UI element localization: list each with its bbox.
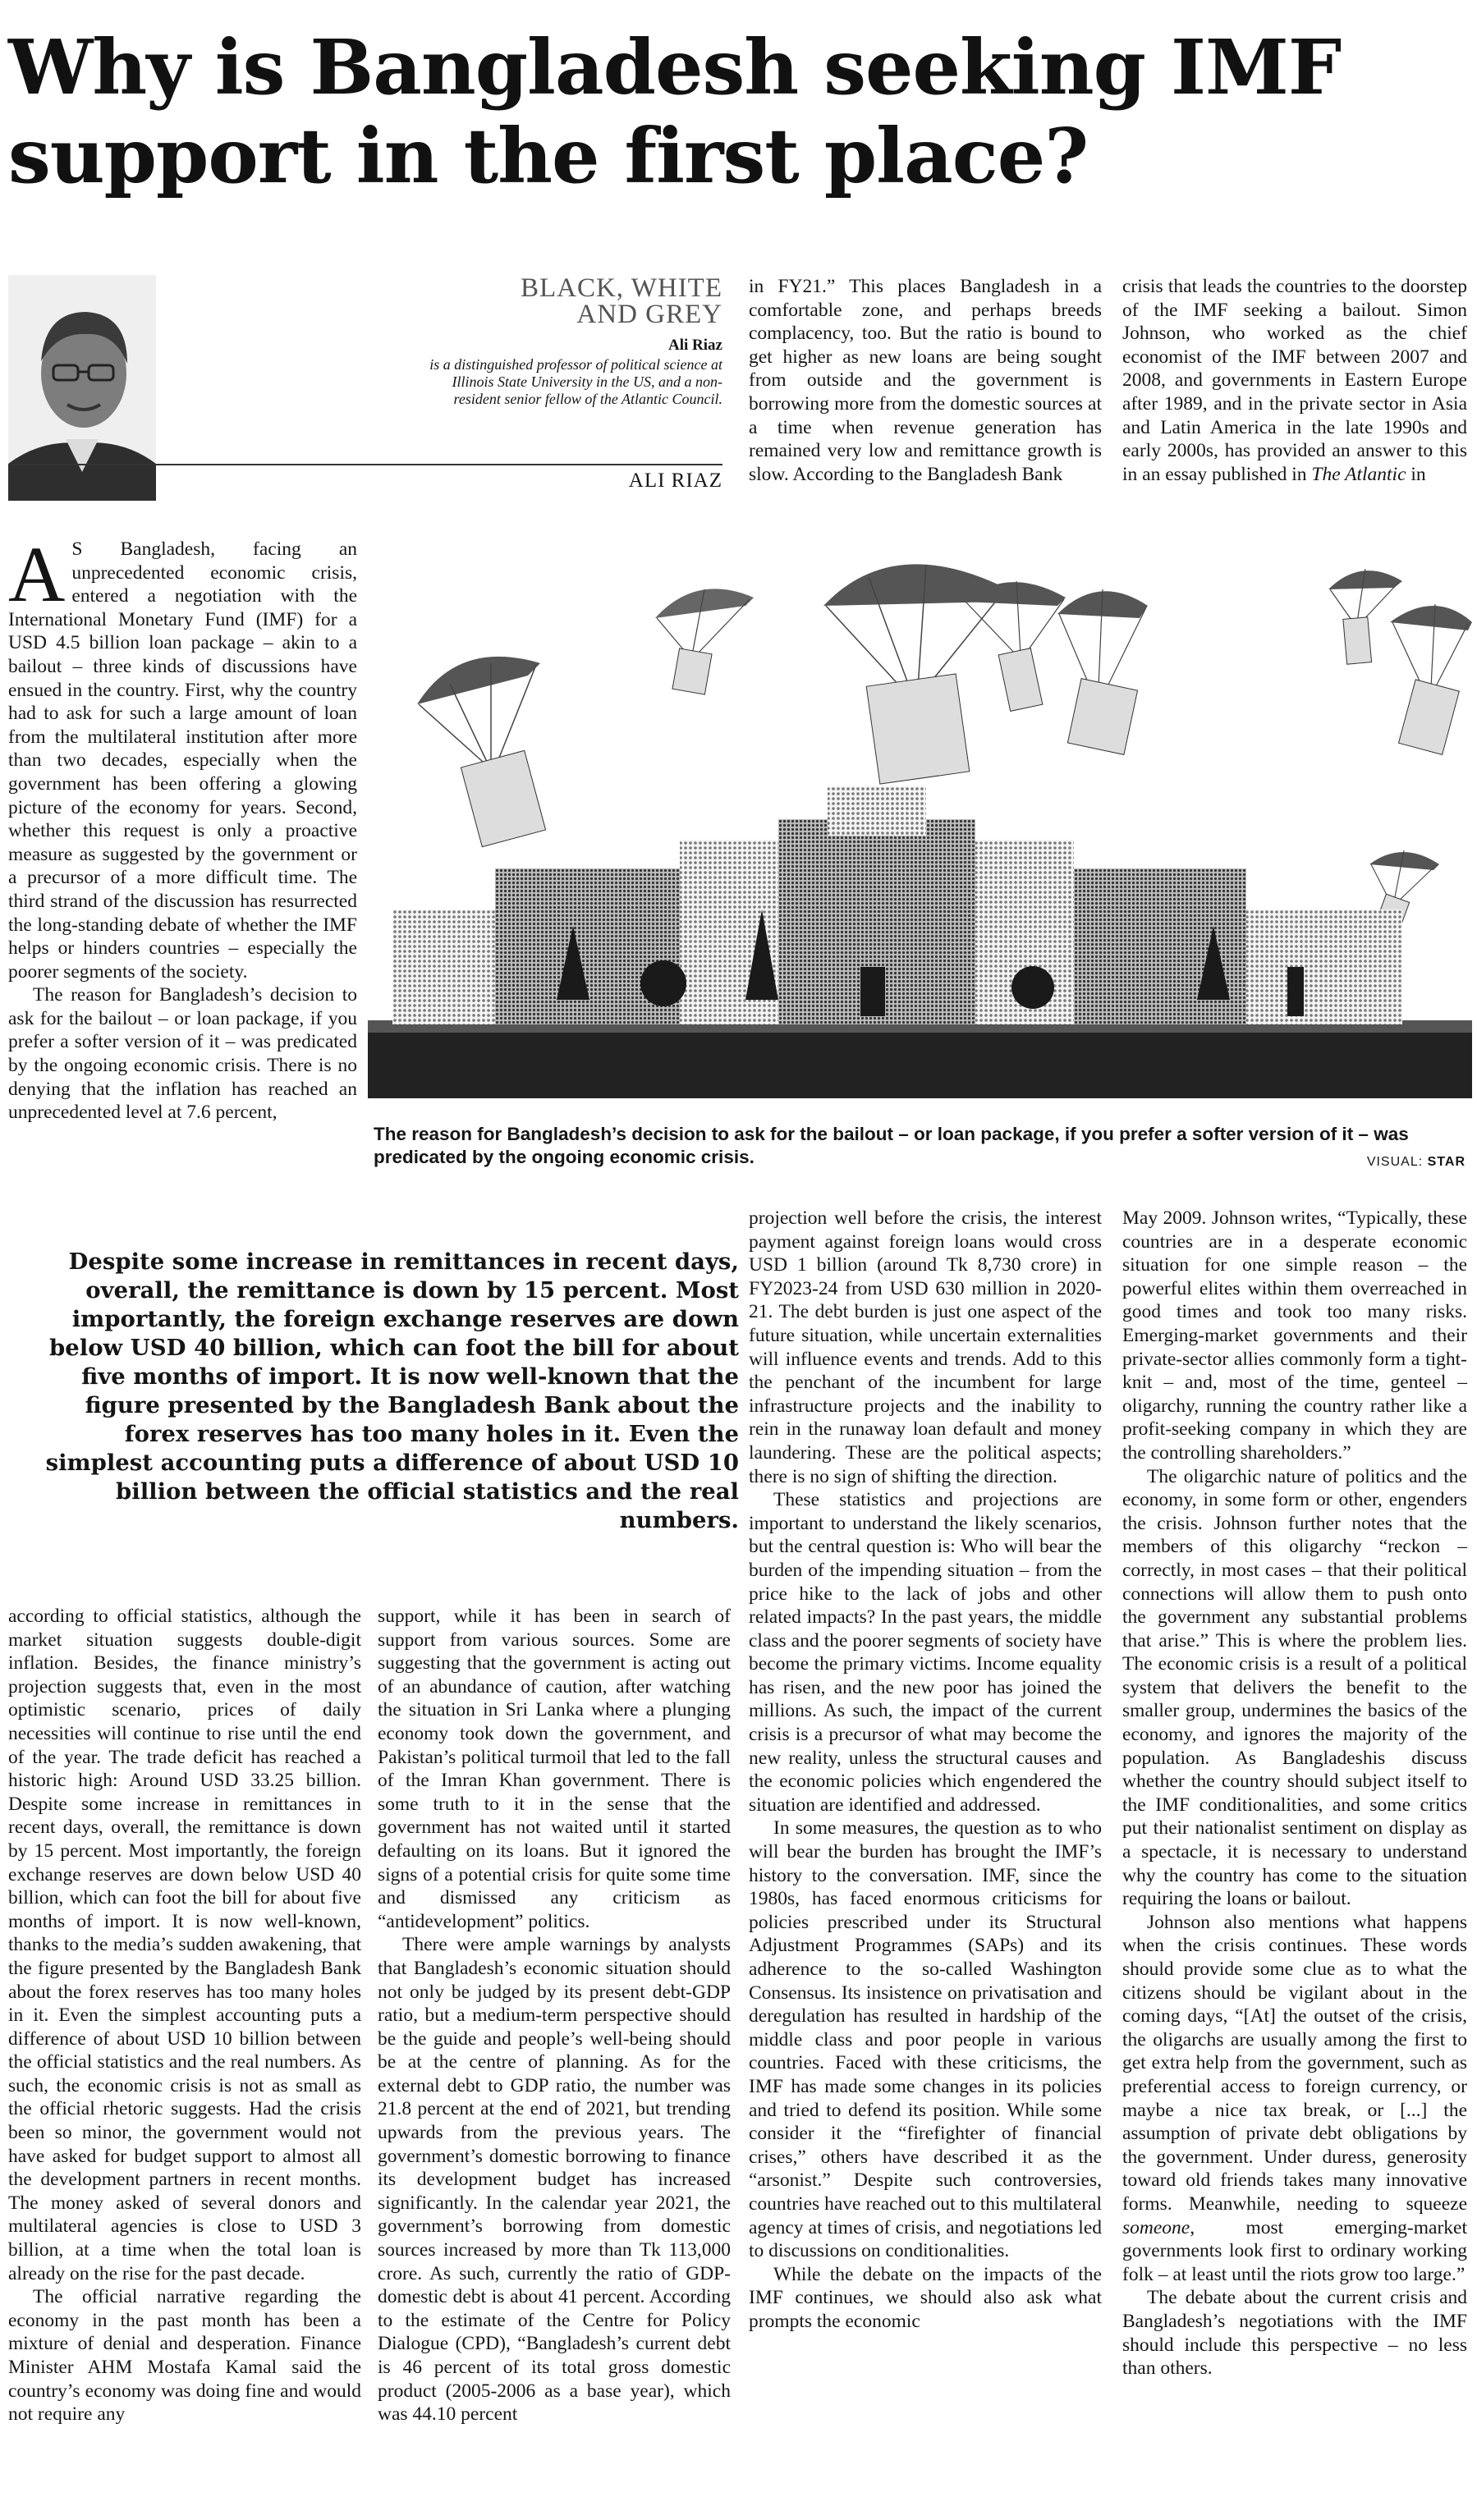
headline: Why is Bangladesh seeking IMF support in the first place?: [8, 23, 1342, 200]
body-paragraph: Johnson also mentions what happens when the crisis continues. These words should provide some clue as to what the citizens should be vigilant about in the coming days, “[At] the outset of the crisis, the oligarchs are usually among the first to get extra help from the government, such as preferential access to foreign currency, or maybe a nice tax break, or [...] the assumption of private debt obligations by the government. Under duress, generosity toward old friends takes many innovative forms. Meanwhile, needing to squeeze someone, most emerging-market governments look first to ordinary working folk – at least until the riots grow too large.”: [1122, 1911, 1467, 2285]
article-column-1-top: [8, 530, 357, 1125]
article-column-4-top: [1122, 275, 1467, 486]
parachute-money-1: [417, 657, 546, 847]
article-column-2: [378, 1605, 731, 2426]
byline-rule: [8, 464, 722, 465]
author-name: Ali Riaz: [668, 337, 722, 354]
author-portrait: [8, 275, 156, 501]
article-column-4-bottom: [1122, 1207, 1467, 2380]
parachute-money-5: [1057, 589, 1148, 754]
body-paragraph: The reason for Bangladesh’s decision to ask for the bailout – or loan package, if you prefer a softer version of it – was predicated by the ongoing economic crisis. There is no denying that the inflation has reached an unprecedented level at 7.6 percent,: [8, 984, 357, 1124]
body-paragraph: crisis that leads the countries to the doorstep of the IMF seeking a bailout. Simon Johnson, who worked as the chief economist of the IMF between 2007 and 2008, and governments in Eastern Europe after 1989, and in the private sector in Asia and Latin America in the late 1990s and early 2000s, has provided an answer to this in an essay published in The Atlantic in: [1122, 276, 1467, 485]
body-paragraph: In some measures, the question as to who will bear the burden has brought the IMF’s history to the conversation. IMF, since the 1980s, has faced enormous criticisms for policies prescribed under its Structural Adjustment Programmes (SAPs) and its adherence to the so-called Washington Consensus. Its insistence on privatisation and deregulation has resulted in hardship of the middle class and poor people in various countries. Faced with these criticisms, the IMF has made some changes in its policies and tried to defend its position. While some consider it the “firefighter of financial crises,” others have described it as the “arsonist.” Despite such controversies, countries have reached out to this multilateral agency at times of crisis, and negotiations led to discussions on conditionalities.: [749, 1817, 1102, 2262]
parachute-money-4: [963, 581, 1066, 711]
body-paragraph: May 2009. Johnson writes, “Typically, these countries are in a desperate economic situation for one simple reason – the powerful elites within them overreached in good times and took too many risks. Emerging-market governments and their private-sector allies commonly form a tight-knit – and, most of the time, genteel – oligarchy, running the country rather like a profit-seeking company in which they are the controlling shareholders.”: [1122, 1207, 1467, 1464]
photo-credit: VISUAL: STAR: [1366, 1155, 1466, 1169]
drop-cap: A: [8, 530, 66, 618]
photo-caption: The reason for Bangladesh’s decision to ask for the bailout – or loan package, if you prefer a softer version of it – was predicated by the ongoing economic crisis.: [374, 1124, 1409, 1167]
body-paragraph: The official narrative regarding the economy in the past month has been a mixture of denial and desperation. Finance Minister AHM Mostafa Kamal said the country’s economy was doing fine and would not require any: [8, 2286, 361, 2426]
body-paragraph: The oligarchic nature of politics and the economy, in some form or other, engenders the crisis. Johnson further notes that the members of this oligarchy “reckon – correctly, in most cases – that their political connections will allow them to push onto the government any substantial problems that arise.” This is where the problem lies. The economic crisis is a result of a political system that delivers the benefit to the smaller group, undermines the basics of the economy, and ignores the majority of the population. As Bangladeshis discuss whether the country should subject itself to the IMF conditionalities, and some critics put their nationalist sentiment on display as a spectacle, it is necessary to understand why the country has come to the situation requiring the loans or bailout.: [1122, 1465, 1467, 1910]
body-paragraph: A S Bangladesh, facing an unprecedented economic crisis, entered a negotiation with the International Monetary Fund (IMF) for a USD 4.5 billion loan package – akin to a bailout – three kinds of discussions have ensued in the country. First, why the country had to ask for such a large amount of loan from the multilateral institution after more than two decades, especially when the government has been offering a glowing picture of the economy for years. Second, whether this request is only a proactive measure as suggested by the government or a precursor of a more difficult time. The third strand of the discussion has resurrected the long-standing debate of whether the IMF helps or hinders countries – especially the poorer segments of the society.: [8, 530, 357, 983]
article-column-3-bottom: [749, 1207, 1102, 2334]
author-bio: is a distinguished professor of political science at Illinois State University in the US, and a non-resident senior fellow of the Atlantic Council.: [429, 356, 722, 407]
body-paragraph: These statistics and projections are important to understand the likely scenarios, but the central question is: Who will bear the burden of the impending situation – from the price hike to the lack of jobs and other related impacts? In the past years, the middle class and the poorer segments of society have become the primary victims. Income equality has risen, and the new poor has joined the millions. As such, the impact of the current crisis is a precursor of what may become the new reality, unless the structural causes and the economic policies which engendered the situation are identified and addressed.: [749, 1489, 1102, 1816]
body-paragraph: support, while it has been in search of support from various sources. Some are suggesting that the government is acting out of an abundance of caution, after watching the situation in Sri Lanka where a plunging economy took down the government, and Pakistan’s political turmoil that led to the fall of the Imran Khan government. There is some truth to it in the sense that the government has not waited until it started defaulting on its loans. But it ignored the signs of a potential crisis for quite some time and dismissed any criticism as “antidevelopment” politics.: [378, 1606, 731, 1932]
body-paragraph: projection well before the crisis, the interest payment against foreign loans would cross USD 1 billion (around Tk 8,730 crore) in FY2023-24 from USD 630 million in 2020-21. The debt burden is just one aspect of the future situation, while uncertain externalities will influence events and trends. Add to this the penchant of the incumbent for large infrastructure projects and the inability to rein in the runaway loan default and money laundering. These are the political aspects; there is no sign of shifting the direction.: [749, 1207, 1102, 1487]
pull-quote: Despite some increase in remittances in recent days, overall, the remittance is down by 15 percent. Most importantly, the foreign exchange reserves are down below USD 40 billion, which can foot the bill for about five months of import. It is now well-known that the figure presented by the Bangladesh Bank about the forex reserves has too many holes in it. Even the simplest accounting puts a difference of about USD 10 billion between the official statistics and the real numbers.: [45, 1249, 739, 1533]
body-paragraph: The debate about the current crisis and Bangladesh’s negotiations with the IMF should include this perspective – no less than others.: [1122, 2287, 1467, 2380]
column-name: BLACK, WHITE AND GREY: [520, 273, 722, 329]
parachute-money-6: [1328, 569, 1402, 664]
article-column-3-top: [749, 275, 1102, 486]
body-paragraph: There were ample warnings by analysts that Bangladesh’s economic situation should not only be judged by its present debt-GDP ratio, but a medium-term perspective should be the guide and people’s well-being should be at the centre of planning. As for the external debt to GDP ratio, the number was 21.8 percent at the end of 2021, but trending upwards from the previous years. The government’s domestic borrowing to finance its development budget has increased significantly. In the calendar year 2021, the government’s borrowing from domestic sources increased by more than Tk 113,000 crore. As such, currently the ratio of GDP-domestic debt is about 41 percent. According to the estimate of the Centre for Policy Dialogue (CPD), “Bangladesh’s current debt is 46 percent of its total gross domestic product (2005-2006 as a base year), which was 44.10 percent: [378, 1934, 731, 2426]
article-column-1-bottom: [8, 1605, 361, 2426]
body-paragraph: While the debate on the impacts of the IMF continues, we should also ask what prompts the economic: [749, 2263, 1102, 2332]
body-paragraph: according to official statistics, although the market situation suggests double-digit inflation. Besides, the finance ministry’s projection suggests that, even in the most optimistic scenario, prices of daily necessities will continue to rise until the end of the year. The trade deficit has reached a historic high: Around USD 33.25 billion. Despite some increase in remittances in recent days, overall, the remittance is down by 15 percent. Most importantly, the foreign exchange reserves are down below USD 40 billion, which can foot the bill for about five months of import. It is now well-known, thanks to the media’s sudden awakening, that the figure presented by the Bangladesh Bank about the forex reserves has too many holes in it. Even the simplest accounting puts a difference of about USD 10 billion between the official statistics and the real numbers. As such, the economic crisis is not as small as the official rhetoric suggests. Had the crisis been so minor, the government would not have asked for budget support to almost all the development partners in recent months. The money asked of several donors and multilateral agencies is close to USD 3 billion, at a time when the total loan is already on the rise for the past decade.: [8, 1606, 361, 2284]
body-paragraph: in FY21.” This places Bangladesh in a comfortable zone, and perhaps breeds complacency, too. But the ratio is bound to get higher as new loans are being sought from outside and the government is borrowing more from the domestic sources at a time when revenue generation has remained very low and remittance growth is slow. According to the Bangladesh Bank: [749, 276, 1102, 485]
parachute-money-7: [1390, 604, 1472, 754]
parachute-money-2: [655, 589, 754, 694]
byline: ALI RIAZ: [628, 470, 722, 492]
article-illustration: [368, 540, 1472, 1098]
